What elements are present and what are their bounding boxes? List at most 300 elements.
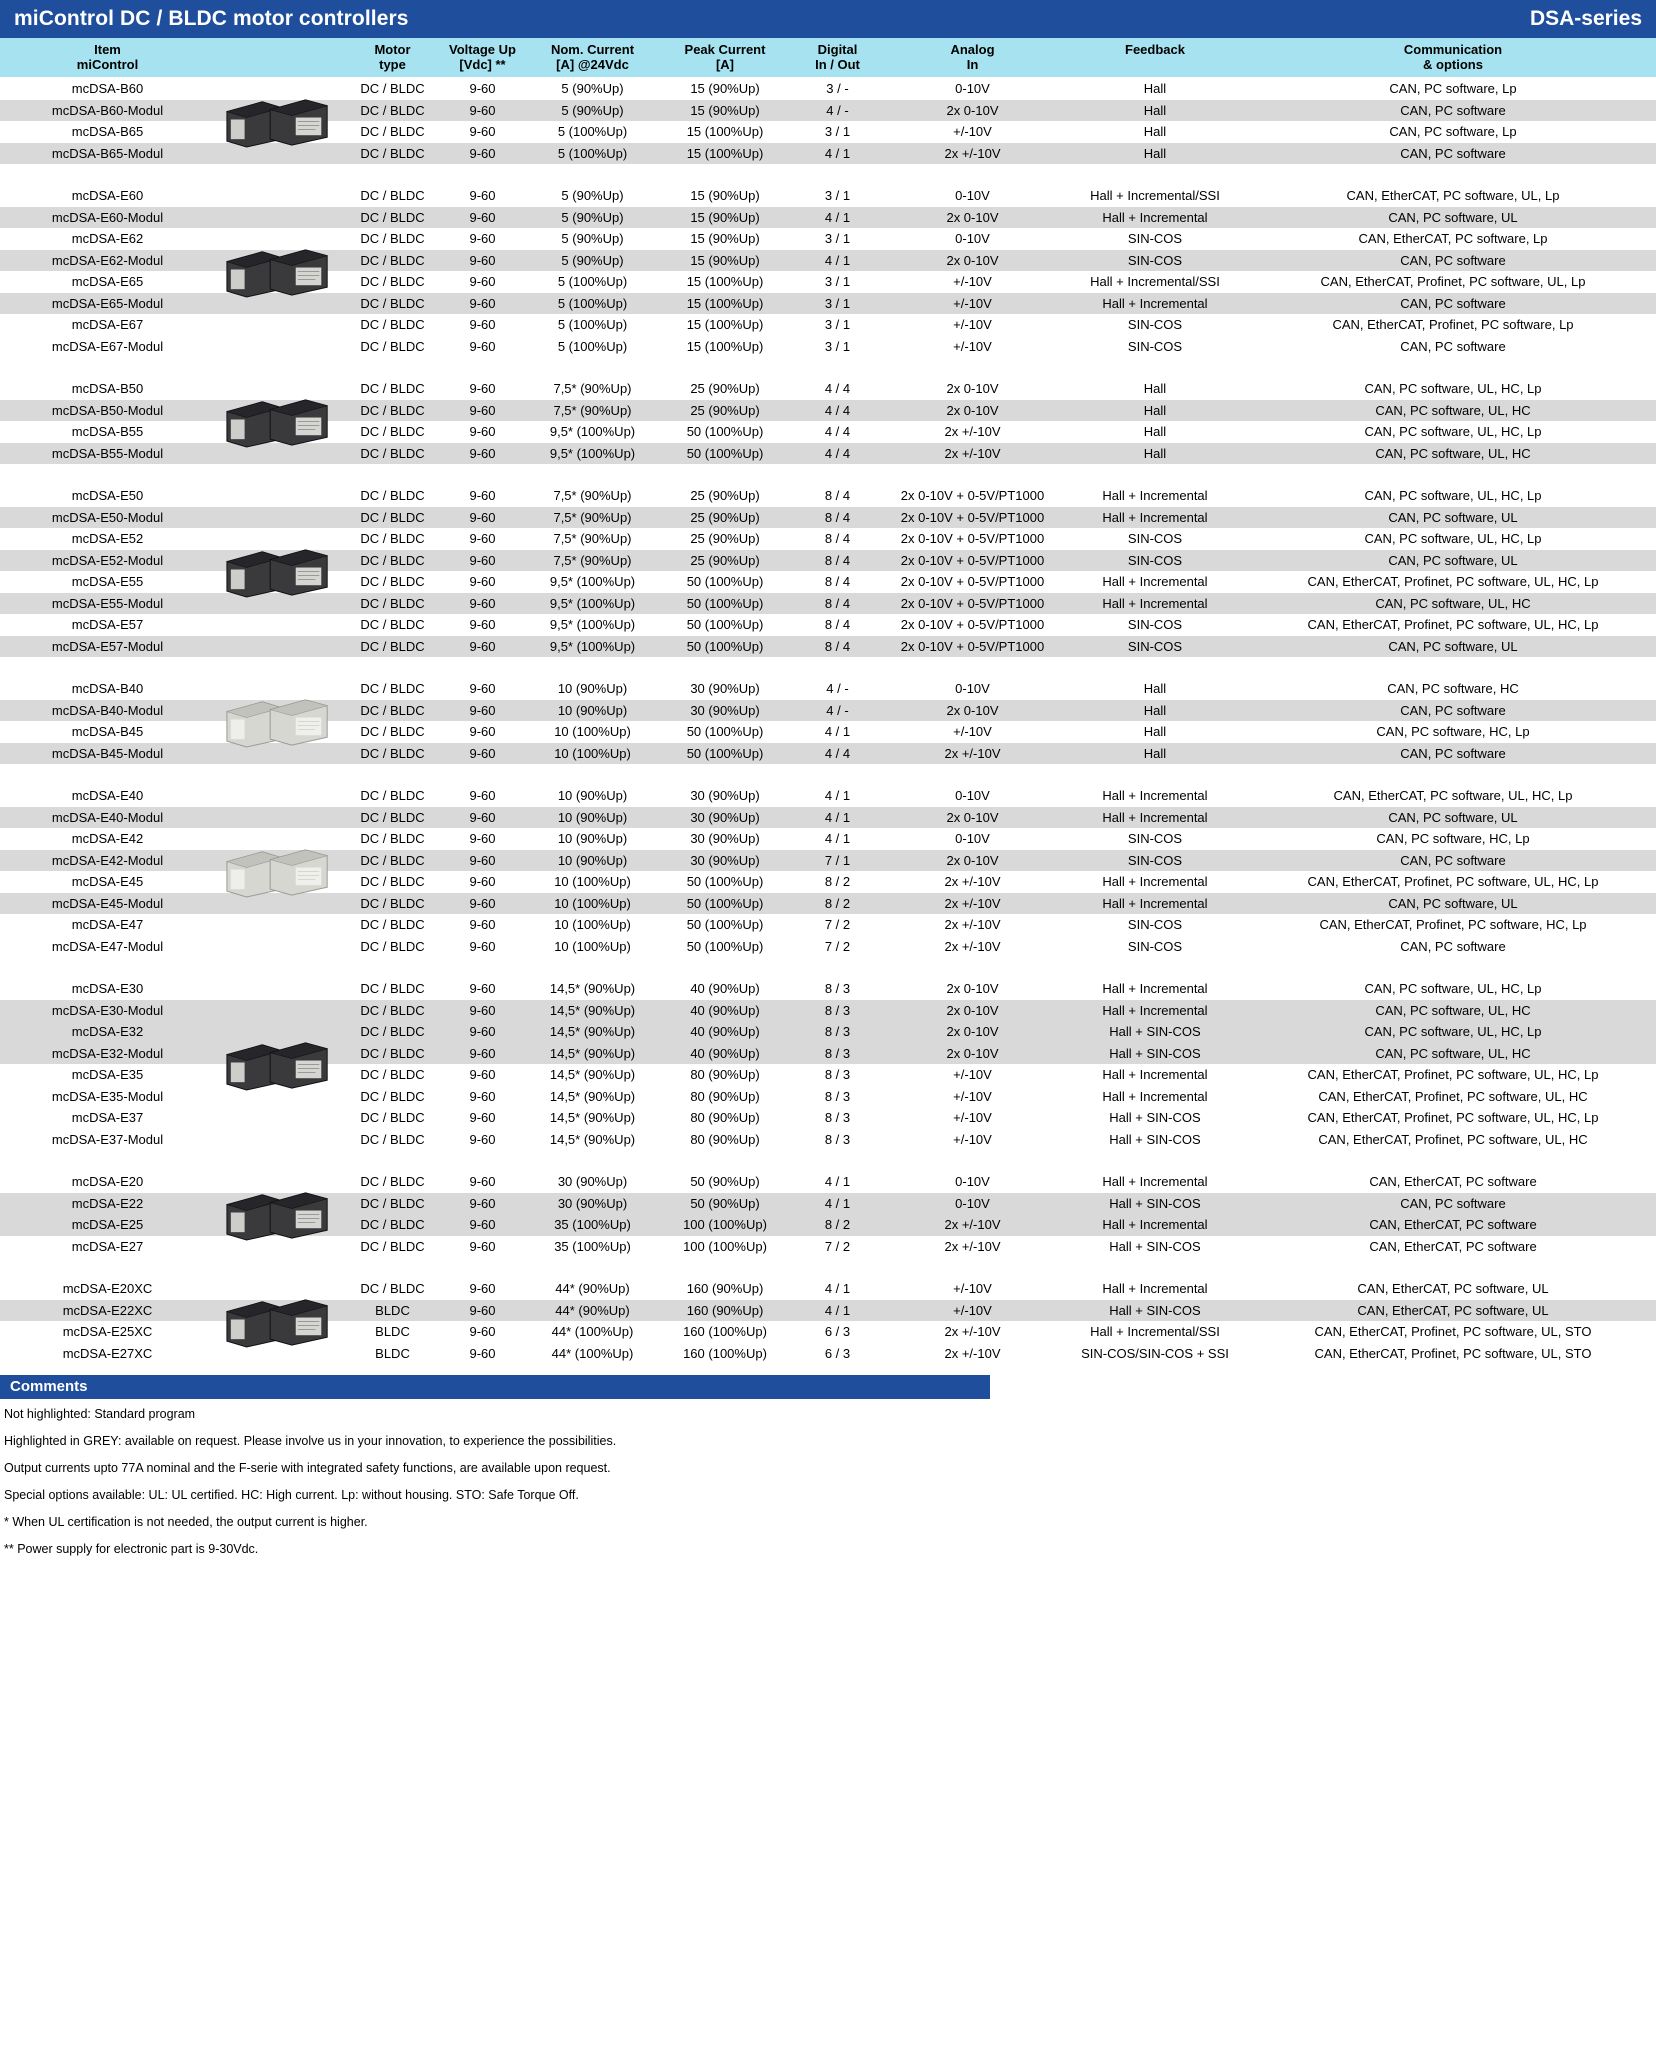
cell-voltage: 9-60: [469, 574, 496, 590]
cell-feedback: Hall + SIN-COS: [1109, 1131, 1201, 1147]
cell-motor-type: DC / BLDC: [360, 938, 425, 954]
cell-item: mcDSA-E37: [71, 1110, 144, 1126]
cell-peak-current: 15 (90%Up): [690, 102, 760, 118]
cell-analog-in: 2x 0-10V: [946, 209, 999, 225]
table-row: [0, 1064, 1656, 1086]
cell-item: mcDSA-E57-Modul: [51, 638, 164, 654]
cell-nominal-current: 10 (90%Up): [557, 681, 628, 697]
table-row: [0, 785, 1656, 807]
cell-digital-io: 7 / 2: [824, 1238, 851, 1254]
table-row: [0, 1300, 1656, 1322]
table-row: [0, 250, 1656, 272]
cell-voltage: 9-60: [469, 1324, 496, 1340]
cell-voltage: 9-60: [469, 445, 496, 461]
table-row: [0, 978, 1656, 1000]
cell-peak-current: 30 (90%Up): [690, 831, 760, 847]
cell-analog-in: 2x +/-10V: [944, 938, 1001, 954]
cell-communication: CAN, EtherCAT, Profinet, PC software, UL, HC: [1318, 1088, 1588, 1104]
cell-peak-current: 15 (100%Up): [686, 317, 764, 333]
table-row: [0, 1278, 1656, 1300]
cell-motor-type: DC / BLDC: [360, 252, 425, 268]
cell-feedback: SIN-COS: [1127, 317, 1183, 333]
cell-communication: CAN, EtherCAT, Profinet, PC software, UL, HC, Lp: [1307, 617, 1599, 633]
table-row: [0, 636, 1656, 658]
cell-feedback: Hall: [1143, 445, 1167, 461]
cell-peak-current: 25 (90%Up): [690, 381, 760, 397]
cell-nominal-current: 9,5* (100%Up): [549, 424, 636, 440]
cell-analog-in: 2x +/-10V: [944, 874, 1001, 890]
cell-feedback: Hall + Incremental/SSI: [1090, 188, 1220, 204]
cell-digital-io: 3 / 1: [824, 188, 851, 204]
cell-nominal-current: 14,5* (90%Up): [549, 1024, 636, 1040]
column-header-digital-io: Digital In / Out: [815, 42, 860, 72]
cell-analog-in: 0-10V: [955, 188, 990, 204]
cell-communication: CAN, PC software, HC, Lp: [1376, 724, 1530, 740]
cell-digital-io: 8 / 4: [824, 531, 851, 547]
cell-peak-current: 30 (90%Up): [690, 788, 760, 804]
cell-voltage: 9-60: [469, 188, 496, 204]
table-row: [0, 185, 1656, 207]
column-header-item: Item miControl: [76, 42, 139, 72]
cell-digital-io: 8 / 4: [824, 638, 851, 654]
cell-communication: CAN, PC software, UL: [1388, 209, 1518, 225]
cell-communication: CAN, PC software, UL, HC, Lp: [1364, 488, 1542, 504]
cell-analog-in: 2x +/-10V: [944, 1345, 1001, 1361]
group-spacer: [0, 357, 1656, 378]
cell-motor-type: BLDC: [375, 1324, 410, 1340]
cell-motor-type: DC / BLDC: [360, 531, 425, 547]
cell-nominal-current: 10 (90%Up): [557, 788, 628, 804]
cell-motor-type: BLDC: [375, 1345, 410, 1361]
cell-voltage: 9-60: [469, 917, 496, 933]
cell-feedback: Hall + Incremental: [1102, 509, 1208, 525]
cell-digital-io: 3 / 1: [824, 274, 851, 290]
cell-feedback: Hall + Incremental: [1102, 788, 1208, 804]
series-label: DSA-series: [1529, 7, 1642, 30]
cell-feedback: Hall + Incremental: [1102, 209, 1208, 225]
cell-motor-type: DC / BLDC: [360, 209, 425, 225]
cell-feedback: Hall: [1143, 124, 1167, 140]
comment-line: ** Power supply for electronic part is 9-30Vdc.: [4, 1542, 259, 1556]
cell-motor-type: DC / BLDC: [360, 831, 425, 847]
table-row: [0, 1043, 1656, 1065]
cell-analog-in: 2x +/-10V: [944, 424, 1001, 440]
cell-digital-io: 8 / 2: [824, 895, 851, 911]
cell-feedback: Hall + SIN-COS: [1109, 1302, 1201, 1318]
cell-analog-in: 2x +/-10V: [944, 145, 1001, 161]
cell-communication: CAN, PC software, UL: [1388, 638, 1518, 654]
cell-digital-io: 4 / 1: [824, 1281, 851, 1297]
cell-analog-in: +/-10V: [953, 1067, 992, 1083]
cell-analog-in: 2x 0-10V: [946, 1002, 999, 1018]
cell-communication: CAN, EtherCAT, Profinet, PC software, UL, STO: [1314, 1345, 1592, 1361]
cell-analog-in: 2x 0-10V: [946, 852, 999, 868]
cell-communication: CAN, PC software, UL, HC, Lp: [1364, 1024, 1542, 1040]
cell-feedback: Hall: [1143, 145, 1167, 161]
cell-motor-type: DC / BLDC: [360, 638, 425, 654]
cell-digital-io: 4 / 1: [824, 809, 851, 825]
table-row: [0, 485, 1656, 507]
cell-nominal-current: 10 (90%Up): [557, 702, 628, 718]
cell-communication: CAN, EtherCAT, PC software, Lp: [1358, 231, 1548, 247]
cell-voltage: 9-60: [469, 317, 496, 333]
cell-analog-in: 0-10V: [955, 788, 990, 804]
cell-voltage: 9-60: [469, 338, 496, 354]
cell-digital-io: 8 / 3: [824, 1110, 851, 1126]
cell-item: mcDSA-B45: [71, 724, 144, 740]
cell-item: mcDSA-B50: [71, 381, 144, 397]
cell-item: mcDSA-B60: [71, 81, 144, 97]
cell-peak-current: 160 (90%Up): [686, 1302, 764, 1318]
cell-item: mcDSA-E25XC: [62, 1324, 153, 1340]
cell-feedback: Hall + Incremental: [1102, 1174, 1208, 1190]
cell-motor-type: DC / BLDC: [360, 874, 425, 890]
cell-motor-type: DC / BLDC: [360, 509, 425, 525]
cell-communication: CAN, PC software, UL, HC, Lp: [1364, 424, 1542, 440]
cell-nominal-current: 30 (90%Up): [557, 1174, 628, 1190]
table-row: [0, 593, 1656, 615]
cell-motor-type: DC / BLDC: [360, 574, 425, 590]
cell-item: mcDSA-E57: [71, 617, 144, 633]
cell-peak-current: 50 (100%Up): [686, 745, 764, 761]
cell-item: mcDSA-E22: [71, 1195, 144, 1211]
cell-peak-current: 40 (90%Up): [690, 1024, 760, 1040]
cell-peak-current: 50 (90%Up): [690, 1195, 760, 1211]
cell-voltage: 9-60: [469, 1345, 496, 1361]
table-row: [0, 293, 1656, 315]
cell-item: mcDSA-B50-Modul: [51, 402, 164, 418]
cell-digital-io: 8 / 4: [824, 617, 851, 633]
cell-communication: CAN, PC software, UL: [1388, 509, 1518, 525]
cell-voltage: 9-60: [469, 1110, 496, 1126]
cell-item: mcDSA-E47-Modul: [51, 938, 164, 954]
comment-line: Output currents upto 77A nominal and the F-serie with integrated safety functions, are available upon request.: [4, 1461, 611, 1475]
cell-communication: CAN, PC software, UL, HC: [1375, 1045, 1531, 1061]
table-row: [0, 614, 1656, 636]
cell-peak-current: 25 (90%Up): [690, 488, 760, 504]
cell-peak-current: 30 (90%Up): [690, 702, 760, 718]
table-body: [0, 78, 1656, 1375]
cell-item: mcDSA-E50: [71, 488, 144, 504]
cell-peak-current: 15 (100%Up): [686, 274, 764, 290]
cell-communication: CAN, PC software: [1400, 145, 1506, 161]
product-group: [0, 978, 1656, 1150]
cell-communication: CAN, PC software, UL, HC, Lp: [1364, 981, 1542, 997]
cell-motor-type: DC / BLDC: [360, 702, 425, 718]
cell-peak-current: 160 (90%Up): [686, 1281, 764, 1297]
cell-feedback: SIN-COS: [1127, 338, 1183, 354]
cell-item: mcDSA-E45-Modul: [51, 895, 164, 911]
cell-motor-type: DC / BLDC: [360, 809, 425, 825]
cell-peak-current: 15 (90%Up): [690, 188, 760, 204]
cell-digital-io: 3 / 1: [824, 338, 851, 354]
cell-feedback: Hall + Incremental: [1102, 1281, 1208, 1297]
cell-item: mcDSA-B65: [71, 124, 144, 140]
column-header-voltage: Voltage Up [Vdc] **: [449, 42, 516, 72]
cell-digital-io: 4 / -: [826, 102, 849, 118]
cell-nominal-current: 10 (90%Up): [557, 852, 628, 868]
comments-body: [0, 1399, 1656, 1579]
cell-item: mcDSA-E67-Modul: [51, 338, 164, 354]
cell-voltage: 9-60: [469, 809, 496, 825]
cell-nominal-current: 10 (90%Up): [557, 809, 628, 825]
product-group: [0, 1278, 1656, 1364]
cell-nominal-current: 7,5* (90%Up): [553, 531, 632, 547]
cell-peak-current: 160 (100%Up): [683, 1324, 767, 1340]
comment-line: Highlighted in GREY: available on request. Please involve us in your innovation, to experience the possibilities.: [4, 1434, 617, 1448]
product-group: [0, 485, 1656, 657]
cell-digital-io: 8 / 4: [824, 574, 851, 590]
cell-digital-io: 6 / 3: [824, 1345, 851, 1361]
cell-communication: CAN, PC software, UL, HC: [1375, 595, 1531, 611]
column-header-peak-current: Peak Current [A]: [684, 42, 766, 72]
cell-nominal-current: 5 (90%Up): [561, 188, 624, 204]
table-row: [0, 121, 1656, 143]
group-spacer: [0, 164, 1656, 185]
cell-item: mcDSA-E47: [71, 917, 144, 933]
cell-voltage: 9-60: [469, 295, 496, 311]
cell-nominal-current: 5 (100%Up): [557, 317, 628, 333]
cell-nominal-current: 9,5* (100%Up): [549, 595, 636, 611]
table-row: [0, 1236, 1656, 1258]
cell-analog-in: 2x 0-10V + 0-5V/PT1000: [900, 552, 1045, 568]
column-header-communication: Communication & options: [1403, 42, 1503, 72]
cell-voltage: 9-60: [469, 874, 496, 890]
table-row: [0, 336, 1656, 358]
cell-item: mcDSA-E37-Modul: [51, 1131, 164, 1147]
table-row: [0, 1193, 1656, 1215]
cell-communication: CAN, PC software, UL, HC: [1375, 445, 1531, 461]
table-row: [0, 271, 1656, 293]
cell-voltage: 9-60: [469, 1002, 496, 1018]
cell-nominal-current: 9,5* (100%Up): [549, 574, 636, 590]
cell-analog-in: 2x 0-10V: [946, 1045, 999, 1061]
cell-voltage: 9-60: [469, 402, 496, 418]
cell-analog-in: 0-10V: [955, 81, 990, 97]
cell-motor-type: DC / BLDC: [360, 552, 425, 568]
table-row: [0, 828, 1656, 850]
cell-nominal-current: 14,5* (90%Up): [549, 1131, 636, 1147]
cell-digital-io: 3 / -: [826, 81, 849, 97]
cell-item: mcDSA-E40: [71, 788, 144, 804]
cell-communication: CAN, PC software, HC, Lp: [1376, 831, 1530, 847]
cell-digital-io: 7 / 2: [824, 938, 851, 954]
cell-digital-io: 4 / 1: [824, 788, 851, 804]
cell-analog-in: 2x +/-10V: [944, 1238, 1001, 1254]
cell-peak-current: 25 (90%Up): [690, 552, 760, 568]
cell-communication: CAN, PC software: [1400, 852, 1506, 868]
cell-motor-type: DC / BLDC: [360, 1067, 425, 1083]
cell-digital-io: 8 / 4: [824, 595, 851, 611]
cell-communication: CAN, PC software, UL: [1388, 895, 1518, 911]
cell-feedback: Hall: [1143, 681, 1167, 697]
cell-communication: CAN, PC software: [1400, 1195, 1506, 1211]
cell-peak-current: 40 (90%Up): [690, 1045, 760, 1061]
cell-peak-current: 15 (90%Up): [690, 81, 760, 97]
cell-motor-type: DC / BLDC: [360, 1131, 425, 1147]
cell-analog-in: +/-10V: [953, 1281, 992, 1297]
table-row: [0, 1086, 1656, 1108]
table-row: [0, 1343, 1656, 1365]
cell-peak-current: 50 (100%Up): [686, 445, 764, 461]
table-row: [0, 207, 1656, 229]
table-row: [0, 700, 1656, 722]
cell-peak-current: 80 (90%Up): [690, 1110, 760, 1126]
table-row: [0, 571, 1656, 593]
cell-motor-type: DC / BLDC: [360, 1024, 425, 1040]
cell-peak-current: 100 (100%Up): [683, 1238, 767, 1254]
cell-item: mcDSA-B60-Modul: [51, 102, 164, 118]
cell-digital-io: 8 / 2: [824, 874, 851, 890]
cell-motor-type: DC / BLDC: [360, 917, 425, 933]
cell-item: mcDSA-E62: [71, 231, 144, 247]
cell-voltage: 9-60: [469, 381, 496, 397]
cell-voltage: 9-60: [469, 831, 496, 847]
cell-nominal-current: 5 (100%Up): [557, 295, 628, 311]
cell-nominal-current: 7,5* (90%Up): [553, 509, 632, 525]
cell-feedback: Hall + SIN-COS: [1109, 1195, 1201, 1211]
cell-digital-io: 4 / 4: [824, 424, 851, 440]
cell-voltage: 9-60: [469, 1045, 496, 1061]
cell-item: mcDSA-B55: [71, 424, 144, 440]
cell-voltage: 9-60: [469, 531, 496, 547]
cell-nominal-current: 5 (100%Up): [557, 145, 628, 161]
cell-nominal-current: 5 (90%Up): [561, 81, 624, 97]
cell-peak-current: 160 (100%Up): [683, 1345, 767, 1361]
comment-line: Special options available: UL: UL certified. HC: High current. Lp: without housing. STO: Safe Torque Off.: [4, 1488, 579, 1502]
group-spacer: [0, 464, 1656, 485]
cell-digital-io: 4 / 1: [824, 1195, 851, 1211]
cell-nominal-current: 10 (100%Up): [554, 745, 631, 761]
cell-analog-in: 2x +/-10V: [944, 1217, 1001, 1233]
cell-feedback: Hall + Incremental: [1102, 1002, 1208, 1018]
cell-feedback: Hall + Incremental: [1102, 1067, 1208, 1083]
cell-peak-current: 80 (90%Up): [690, 1088, 760, 1104]
product-group: [0, 785, 1656, 957]
table-row: [0, 314, 1656, 336]
cell-voltage: 9-60: [469, 1302, 496, 1318]
cell-nominal-current: 5 (100%Up): [557, 124, 628, 140]
cell-analog-in: 2x 0-10V: [946, 702, 999, 718]
cell-nominal-current: 10 (100%Up): [554, 724, 631, 740]
table-row: [0, 1021, 1656, 1043]
cell-peak-current: 50 (100%Up): [686, 424, 764, 440]
cell-communication: CAN, EtherCAT, Profinet, PC software, UL, HC, Lp: [1307, 1067, 1599, 1083]
group-spacer: [0, 957, 1656, 978]
cell-digital-io: 4 / 4: [824, 745, 851, 761]
cell-analog-in: 2x +/-10V: [944, 917, 1001, 933]
cell-peak-current: 15 (100%Up): [686, 295, 764, 311]
table-row: [0, 850, 1656, 872]
cell-voltage: 9-60: [469, 1174, 496, 1190]
cell-analog-in: +/-10V: [953, 124, 992, 140]
cell-digital-io: 6 / 3: [824, 1324, 851, 1340]
table-row: [0, 228, 1656, 250]
cell-item: mcDSA-E42-Modul: [51, 852, 164, 868]
cell-item: mcDSA-E67: [71, 317, 144, 333]
cell-nominal-current: 9,5* (100%Up): [549, 617, 636, 633]
cell-nominal-current: 7,5* (90%Up): [553, 552, 632, 568]
cell-feedback: Hall: [1143, 745, 1167, 761]
product-group: [0, 185, 1656, 357]
product-group: [0, 678, 1656, 764]
cell-analog-in: 0-10V: [955, 231, 990, 247]
cell-communication: CAN, EtherCAT, Profinet, PC software, UL, Lp: [1320, 274, 1586, 290]
cell-nominal-current: 7,5* (90%Up): [553, 402, 632, 418]
cell-digital-io: 8 / 3: [824, 981, 851, 997]
cell-peak-current: 30 (90%Up): [690, 852, 760, 868]
cell-analog-in: 2x 0-10V: [946, 102, 999, 118]
cell-nominal-current: 10 (100%Up): [554, 874, 631, 890]
cell-digital-io: 8 / 2: [824, 1217, 851, 1233]
cell-digital-io: 3 / 1: [824, 124, 851, 140]
cell-nominal-current: 7,5* (90%Up): [553, 381, 632, 397]
cell-feedback: Hall: [1143, 424, 1167, 440]
page-title: miControl DC / BLDC motor controllers: [14, 7, 409, 30]
cell-voltage: 9-60: [469, 724, 496, 740]
table-row: [0, 1321, 1656, 1343]
cell-peak-current: 30 (90%Up): [690, 809, 760, 825]
cell-motor-type: DC / BLDC: [360, 895, 425, 911]
cell-communication: CAN, EtherCAT, Profinet, PC software, UL, HC, Lp: [1307, 1110, 1599, 1126]
cell-voltage: 9-60: [469, 617, 496, 633]
cell-voltage: 9-60: [469, 681, 496, 697]
cell-item: mcDSA-E27XC: [62, 1345, 153, 1361]
cell-digital-io: 4 / 1: [824, 252, 851, 268]
cell-nominal-current: 14,5* (90%Up): [549, 1045, 636, 1061]
comment-line: Not highlighted: Standard program: [4, 1407, 196, 1421]
cell-motor-type: DC / BLDC: [360, 188, 425, 204]
cell-motor-type: DC / BLDC: [360, 1281, 425, 1297]
cell-analog-in: +/-10V: [953, 1302, 992, 1318]
cell-voltage: 9-60: [469, 1024, 496, 1040]
cell-digital-io: 4 / 1: [824, 145, 851, 161]
cell-item: mcDSA-E32: [71, 1024, 144, 1040]
cell-motor-type: DC / BLDC: [360, 1174, 425, 1190]
cell-motor-type: DC / BLDC: [360, 424, 425, 440]
cell-item: mcDSA-E35: [71, 1067, 144, 1083]
cell-peak-current: 40 (90%Up): [690, 1002, 760, 1018]
cell-item: mcDSA-E27: [71, 1238, 144, 1254]
cell-communication: CAN, PC software: [1400, 295, 1506, 311]
cell-digital-io: 8 / 4: [824, 488, 851, 504]
cell-peak-current: 50 (90%Up): [690, 1174, 760, 1190]
cell-digital-io: 4 / 4: [824, 381, 851, 397]
column-header-nominal-current: Nom. Current [A] @24Vdc: [550, 42, 635, 72]
cell-voltage: 9-60: [469, 488, 496, 504]
cell-communication: CAN, EtherCAT, Profinet, PC software, Lp: [1332, 317, 1574, 333]
cell-voltage: 9-60: [469, 231, 496, 247]
cell-feedback: Hall + SIN-COS: [1109, 1238, 1201, 1254]
cell-feedback: Hall + Incremental: [1102, 809, 1208, 825]
cell-item: mcDSA-E52: [71, 531, 144, 547]
table-row: [0, 1214, 1656, 1236]
cell-motor-type: DC / BLDC: [360, 231, 425, 247]
cell-digital-io: 8 / 4: [824, 509, 851, 525]
cell-item: mcDSA-E55: [71, 574, 144, 590]
cell-digital-io: 3 / 1: [824, 317, 851, 333]
cell-communication: CAN, PC software, UL, HC, Lp: [1364, 381, 1542, 397]
cell-communication: CAN, EtherCAT, Profinet, PC software, HC, Lp: [1319, 917, 1587, 933]
cell-voltage: 9-60: [469, 852, 496, 868]
cell-digital-io: 8 / 3: [824, 1024, 851, 1040]
cell-item: mcDSA-E55-Modul: [51, 595, 164, 611]
cell-voltage: 9-60: [469, 209, 496, 225]
cell-nominal-current: 44* (100%Up): [551, 1345, 634, 1361]
table-row: [0, 400, 1656, 422]
cell-motor-type: DC / BLDC: [360, 1238, 425, 1254]
cell-digital-io: 4 / 1: [824, 209, 851, 225]
